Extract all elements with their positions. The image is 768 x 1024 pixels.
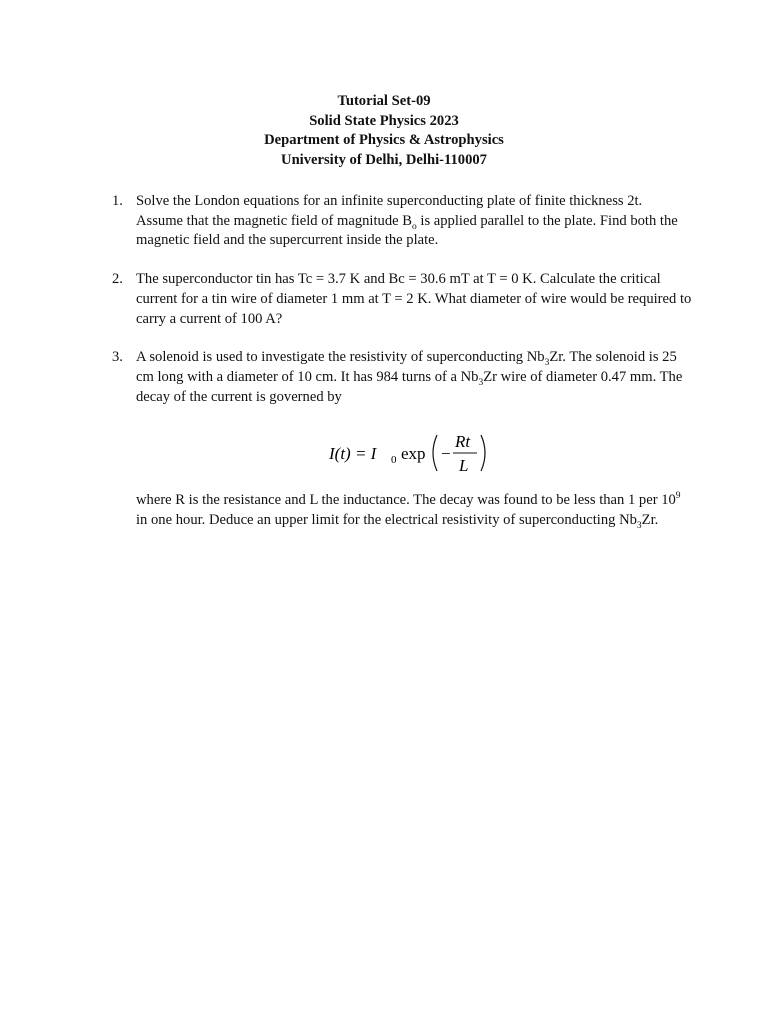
department-name: Department of Physics & Astrophysics bbox=[264, 132, 504, 149]
subscript: o bbox=[412, 221, 417, 232]
left-paren bbox=[433, 435, 437, 471]
minus-sign: − bbox=[441, 444, 451, 464]
right-paren bbox=[481, 435, 485, 471]
question-text: Zr wire of diameter 0.47 mm. The decay of the current is governed by bbox=[136, 368, 683, 405]
subscript: 3 bbox=[478, 377, 484, 388]
question-number: 1. bbox=[112, 193, 123, 209]
question-text: Solve the London equations for an infinite superconducting plate of finite thickness 2t. Assume that the magnetic field of magnitude B bbox=[136, 193, 643, 229]
equation-lhs: I(t) = I bbox=[329, 444, 377, 464]
decay-equation bbox=[136, 429, 692, 477]
equation-graphic bbox=[329, 429, 499, 477]
question-1 bbox=[112, 192, 692, 251]
question-text: The superconductor tin has Tc = 3.7 K and Bc = 30.6 mT at T = 0 K. Calculate the critical current for a tin wire of diameter 1 mm at T = 2 K. What diameter of wire would be required to carry a current of 100 A? bbox=[136, 271, 692, 327]
equation-numerator: Rt bbox=[455, 432, 471, 452]
subscript: 3 bbox=[636, 520, 642, 531]
course-title: Solid State Physics 2023 bbox=[309, 112, 459, 129]
tutorial-title: Tutorial Set-09 bbox=[337, 93, 431, 109]
equation-func: exp bbox=[401, 444, 426, 464]
question-text: where R is the resistance and L the inductance. The decay was found to be less than 1 per 10 bbox=[136, 492, 676, 509]
question-number: 3. bbox=[112, 349, 123, 366]
document-header bbox=[0, 92, 768, 171]
subscript: 3 bbox=[544, 358, 550, 369]
question-text: in one hour. Deduce an upper limit for the electrical resistivity of superconducting Nb bbox=[136, 512, 637, 529]
question-text: Zr. The solenoid is 25 cm long with a diameter of 10 cm. It has 984 turns of a Nb bbox=[136, 349, 677, 385]
question-text: A solenoid is used to investigate the resistivity of superconducting Nb bbox=[136, 349, 545, 366]
equation-lhs-subscript: 0 bbox=[391, 454, 397, 467]
question-3 bbox=[112, 348, 692, 531]
question-text: Zr. bbox=[641, 512, 659, 529]
equation-denominator: L bbox=[459, 456, 469, 476]
question-text: is applied parallel to the plate. Find both the magnetic field and the supercurrent inside the plate. bbox=[136, 212, 678, 249]
question-list bbox=[112, 192, 692, 531]
university-name: University of Delhi, Delhi-110007 bbox=[281, 152, 487, 169]
question-2 bbox=[112, 270, 692, 329]
question-number: 2. bbox=[112, 271, 123, 288]
superscript: 9 bbox=[675, 491, 681, 502]
